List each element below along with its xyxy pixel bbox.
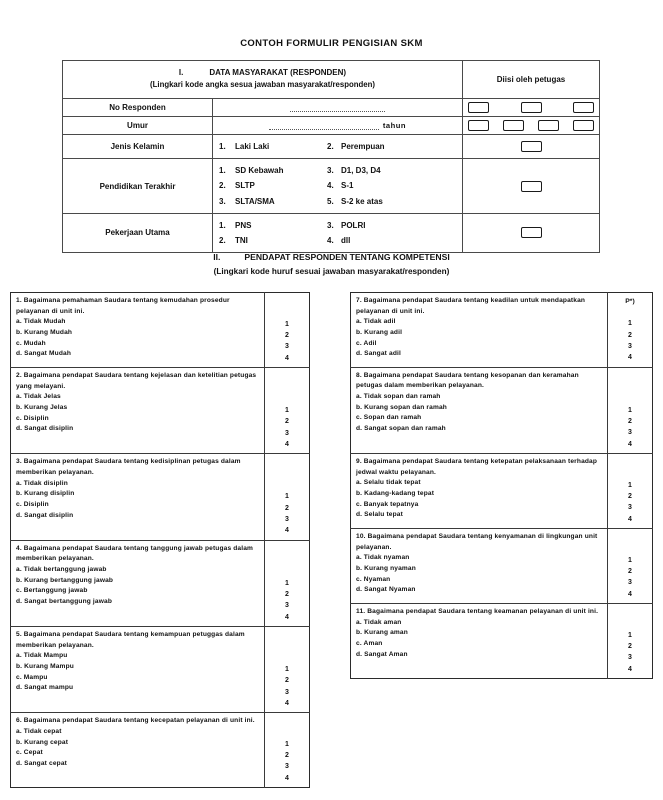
question-row bbox=[11, 454, 310, 540]
question-cell bbox=[11, 293, 265, 368]
score-value[interactable]: 4 bbox=[285, 774, 289, 782]
question-cell bbox=[351, 293, 608, 368]
question-stem: 3. Bagaimana pendapat Saudara tentang kedisiplinan petugas dalam memberikan pelayanan. bbox=[16, 458, 241, 476]
score-cell[interactable] bbox=[265, 713, 310, 788]
table-row bbox=[63, 117, 600, 135]
option-row bbox=[219, 163, 456, 178]
answer-option[interactable]: b. Kurang nyaman bbox=[356, 564, 416, 572]
score-value[interactable]: 3 bbox=[285, 343, 289, 351]
answer-option[interactable]: b. Kurang Mudah bbox=[16, 329, 73, 337]
score-value[interactable]: 1 bbox=[628, 481, 632, 489]
score-cell[interactable] bbox=[265, 540, 310, 626]
score-value[interactable]: 4 bbox=[628, 515, 632, 523]
score-value[interactable]: 2 bbox=[628, 492, 632, 500]
row-value-cell[interactable] bbox=[213, 99, 463, 117]
question-stem: 1. Bagaimana pemahaman Saudara tentang kemudahan prosedur pelayanan di unit ini. bbox=[16, 297, 230, 315]
officer-box-cell bbox=[463, 99, 600, 117]
section1-subtitle: (Lingkari kode angka sesua jawaban masyarakat/responden) bbox=[150, 80, 375, 90]
answer-option[interactable]: a. Tidak Mampu bbox=[16, 652, 68, 660]
checkbox-group bbox=[468, 141, 594, 152]
row-label: Pekerjaan Utama bbox=[63, 213, 213, 252]
row-label: Pendidikan Terakhir bbox=[63, 159, 213, 214]
row-label: Umur bbox=[63, 117, 213, 135]
question-cell bbox=[351, 603, 608, 678]
answer-option[interactable]: d. Sangat sopan dan ramah bbox=[356, 425, 446, 432]
score-value[interactable]: 3 bbox=[628, 579, 632, 587]
officer-box-cell bbox=[463, 135, 600, 159]
option-number: 1. bbox=[219, 166, 226, 176]
score-cell[interactable] bbox=[265, 293, 310, 368]
answer-option[interactable]: a. Tidak sopan dan ramah bbox=[356, 392, 441, 400]
option-number-2: 4. bbox=[327, 181, 334, 191]
answer-option[interactable]: d. Sangat mampu bbox=[16, 684, 74, 692]
score-value[interactable]: 2 bbox=[628, 567, 632, 575]
question-cell bbox=[11, 367, 265, 453]
score-value[interactable]: 2 bbox=[628, 642, 632, 650]
question-row bbox=[351, 528, 653, 603]
score-value[interactable]: 2 bbox=[285, 677, 289, 685]
question-row bbox=[11, 713, 310, 788]
answer-option[interactable]: d. Sangat adil bbox=[356, 350, 401, 358]
checkbox-field[interactable] bbox=[538, 120, 559, 131]
score-value[interactable]: 4 bbox=[628, 665, 632, 673]
answer-option[interactable]: b. Kurang aman bbox=[356, 629, 408, 637]
answer-option[interactable]: c. Bertanggung jawab bbox=[16, 587, 88, 595]
question-cell bbox=[11, 454, 265, 540]
question-row bbox=[11, 367, 310, 453]
score-value[interactable]: 3 bbox=[285, 763, 289, 771]
score-cell[interactable] bbox=[608, 603, 653, 678]
checkbox-group bbox=[468, 102, 594, 113]
answer-option[interactable]: b. Kadang-kadang tepat bbox=[356, 489, 435, 497]
section1-heading-cell bbox=[63, 61, 463, 99]
option-label-2[interactable]: Perempuan bbox=[341, 142, 385, 152]
score-value[interactable]: 3 bbox=[285, 515, 289, 523]
score-cell[interactable] bbox=[608, 367, 653, 453]
score-value[interactable]: 4 bbox=[285, 440, 289, 448]
page-title: CONTOH FORMULIR PENGISIAN SKM bbox=[240, 38, 423, 49]
option-number-2: 2. bbox=[327, 142, 334, 152]
answer-option[interactable]: b. Kurang adil bbox=[356, 329, 403, 337]
score-value[interactable]: 2 bbox=[285, 418, 289, 426]
score-value[interactable]: 1 bbox=[285, 665, 289, 673]
question-stem: 5. Bagaimana pendapat Saudara tentang kemampuan petuggas dalam memberikan pelayanan. bbox=[16, 630, 245, 649]
score-cell[interactable] bbox=[608, 528, 653, 603]
score-cell[interactable] bbox=[265, 367, 310, 453]
answer-option[interactable]: a. Tidak bertanggung jawab bbox=[16, 565, 107, 573]
question-row bbox=[11, 540, 310, 626]
officer-box-cell bbox=[463, 159, 600, 214]
answer-option[interactable]: d. Sangat Mudah bbox=[16, 350, 71, 358]
row-value-cell[interactable] bbox=[213, 159, 463, 214]
section1-title: DATA MASYARAKAT (RESPONDEN) bbox=[209, 68, 347, 77]
row-label: No Responden bbox=[63, 99, 213, 117]
question-row bbox=[351, 367, 653, 453]
officer-box-cell bbox=[463, 117, 600, 135]
question-stem: 4. Bagaimana pendapat Saudara tentang tanggung jawab petugas dalam memberikan pelayanan. bbox=[16, 544, 254, 563]
score-value[interactable]: 3 bbox=[285, 688, 289, 696]
option-row bbox=[219, 194, 456, 209]
question-row bbox=[351, 453, 653, 528]
option-row bbox=[219, 218, 456, 233]
answer-option[interactable]: d. Selalu tepat bbox=[356, 511, 403, 519]
questions-table-right bbox=[350, 292, 653, 679]
question-stem: 8. Bagaimana pendapat Saudara tentang kesopanan dan keramahan petugas dalam memberikan pelayanan. bbox=[356, 371, 579, 390]
score-value[interactable]: 4 bbox=[628, 354, 632, 362]
answer-option[interactable]: b. Kurang disiplin bbox=[16, 490, 75, 498]
table-row bbox=[63, 99, 600, 117]
option-label-2[interactable]: dll bbox=[341, 235, 351, 245]
question-stem: 6. Bagaimana pendapat Saudara tentang kecepatan pelayanan di unit ini. bbox=[16, 717, 255, 725]
question-cell bbox=[351, 367, 608, 453]
answer-option[interactable]: c. Disiplin bbox=[16, 500, 49, 508]
option-number: 2. bbox=[219, 235, 226, 245]
score-value[interactable]: 1 bbox=[285, 740, 289, 748]
option-number: 1. bbox=[219, 220, 226, 230]
answer-option[interactable]: d. Sangat disiplin bbox=[16, 425, 74, 433]
score-value[interactable]: 1 bbox=[285, 493, 289, 501]
question-row bbox=[11, 293, 310, 368]
score-value[interactable]: 3 bbox=[285, 429, 289, 437]
checkbox-field[interactable] bbox=[521, 227, 542, 238]
option-number-2: 3. bbox=[327, 166, 334, 176]
score-value[interactable]: 2 bbox=[285, 752, 289, 760]
row-value-cell[interactable] bbox=[213, 135, 463, 159]
score-value[interactable]: 1 bbox=[285, 406, 289, 414]
answer-option[interactable]: c. Banyak tepatnya bbox=[356, 500, 419, 508]
answer-option[interactable]: d. Sangat bertanggung jawab bbox=[16, 597, 113, 605]
section1-roman: I. bbox=[178, 68, 184, 77]
option-number: 1. bbox=[219, 142, 226, 152]
option-label[interactable]: TNI bbox=[235, 235, 248, 245]
row-label: Jenis Kelamin bbox=[63, 135, 213, 159]
answer-option[interactable]: a. Tidak aman bbox=[356, 618, 402, 626]
score-value[interactable]: 4 bbox=[628, 440, 632, 448]
score-value[interactable]: 1 bbox=[628, 320, 632, 328]
section2-roman: II. bbox=[213, 252, 221, 262]
score-value[interactable]: 2 bbox=[285, 504, 289, 512]
option-label[interactable]: SLTP bbox=[235, 181, 255, 191]
score-value[interactable]: 1 bbox=[628, 631, 632, 639]
score-value[interactable]: 3 bbox=[628, 504, 632, 512]
officer-box-cell bbox=[463, 213, 600, 252]
score-column-header: P*) bbox=[625, 298, 635, 305]
option-label[interactable]: SD Kebawah bbox=[235, 166, 284, 176]
score-value[interactable]: 4 bbox=[285, 527, 289, 535]
question-stem: 10. Bagaimana pendapat Saudara tentang kenyamanan di lingkungan unit pelayanan. bbox=[356, 532, 598, 551]
fill-in-line[interactable] bbox=[219, 121, 456, 130]
fill-in-line[interactable] bbox=[219, 103, 456, 112]
score-value[interactable]: 4 bbox=[285, 699, 289, 707]
answer-option[interactable]: a. Tidak disiplin bbox=[16, 479, 68, 487]
score-value[interactable]: 1 bbox=[285, 579, 289, 587]
answer-option[interactable]: b. Kurang Mampu bbox=[16, 662, 74, 670]
answer-option[interactable]: c. Nyaman bbox=[356, 575, 391, 583]
section2-subtitle: (Lingkari kode huruf sesuai jawaban masyarakat/responden) bbox=[213, 267, 450, 277]
option-label-2[interactable]: S-1 bbox=[341, 181, 354, 191]
option-number-2: 5. bbox=[327, 196, 334, 206]
score-value[interactable]: 1 bbox=[628, 556, 632, 564]
question-row bbox=[351, 603, 653, 678]
answer-option[interactable]: c. Mampu bbox=[16, 673, 48, 681]
checkbox-field[interactable] bbox=[468, 102, 489, 113]
unit-label: tahun bbox=[382, 121, 407, 131]
option-label-2[interactable]: D1, D3, D4 bbox=[341, 166, 381, 176]
table-row bbox=[63, 159, 600, 214]
option-row bbox=[219, 233, 456, 248]
dotted-rule bbox=[290, 104, 385, 112]
checkbox-field[interactable] bbox=[521, 181, 542, 192]
question-cell bbox=[11, 626, 265, 712]
questions-table-left bbox=[10, 292, 310, 788]
dotted-rule bbox=[269, 122, 379, 130]
section2-heading bbox=[0, 250, 663, 279]
officer-column-header: Diisi oleh petugas bbox=[463, 61, 600, 99]
question-row bbox=[11, 626, 310, 712]
score-value[interactable]: 2 bbox=[628, 331, 632, 339]
question-stem: 9. Bagaimana pendapat Saudara tentang ketepatan pelaksanaan terhadap jedwal waktu pelayanan. bbox=[356, 457, 598, 476]
respondent-data-table bbox=[62, 60, 600, 253]
answer-option[interactable]: a. Tidak cepat bbox=[16, 727, 62, 735]
answer-option[interactable]: d. Sangat disiplin bbox=[16, 511, 74, 519]
answer-option[interactable]: c. Mudah bbox=[16, 339, 46, 347]
answer-option[interactable]: d. Sangat Aman bbox=[356, 650, 408, 658]
question-row bbox=[351, 293, 653, 368]
checkbox-group bbox=[468, 181, 594, 192]
question-cell bbox=[11, 713, 265, 788]
question-cell bbox=[351, 453, 608, 528]
option-number: 3. bbox=[219, 196, 226, 206]
score-value[interactable]: 2 bbox=[285, 590, 289, 598]
answer-option[interactable]: a. Tidak Mudah bbox=[16, 318, 66, 326]
checkbox-field[interactable] bbox=[503, 120, 524, 131]
score-value[interactable]: 4 bbox=[285, 354, 289, 362]
answer-option[interactable]: a. Selalu tidak tepat bbox=[356, 479, 421, 487]
answer-option[interactable]: b. Kurang Jelas bbox=[16, 403, 68, 411]
checkbox-group bbox=[468, 227, 594, 238]
option-label[interactable]: PNS bbox=[235, 220, 252, 230]
option-row bbox=[219, 139, 456, 154]
question-stem: 7. Bagaimana pendapat Saudara tentang keadilan untuk mendapatkan pelayanan di unit ini. bbox=[356, 297, 586, 315]
option-row bbox=[219, 178, 456, 193]
score-value[interactable]: 3 bbox=[285, 602, 289, 610]
table-row bbox=[63, 213, 600, 252]
answer-option[interactable]: c. Aman bbox=[356, 639, 383, 647]
score-value[interactable]: 3 bbox=[628, 654, 632, 662]
score-value[interactable]: 1 bbox=[285, 320, 289, 328]
option-number: 2. bbox=[219, 181, 226, 191]
checkbox-field[interactable] bbox=[521, 141, 542, 152]
row-value-cell[interactable] bbox=[213, 117, 463, 135]
answer-option[interactable]: a. Tidak nyaman bbox=[356, 554, 410, 562]
row-value-cell[interactable] bbox=[213, 213, 463, 252]
score-cell[interactable] bbox=[265, 454, 310, 540]
answer-option[interactable]: a. Tidak Jelas bbox=[16, 393, 61, 401]
option-number-2: 3. bbox=[327, 220, 334, 230]
question-stem: 2. Bagaimana pendapat Saudara tentang kejelasan dan ketelitian petugas yang melayani. bbox=[16, 371, 257, 390]
score-value[interactable]: 2 bbox=[628, 417, 632, 425]
score-cell[interactable] bbox=[608, 293, 653, 368]
question-cell bbox=[351, 528, 608, 603]
checkbox-field[interactable] bbox=[521, 102, 542, 113]
checkbox-field[interactable] bbox=[573, 120, 594, 131]
checkbox-group bbox=[468, 120, 594, 131]
score-value[interactable]: 2 bbox=[285, 331, 289, 339]
score-value[interactable]: 3 bbox=[628, 429, 632, 437]
question-cell bbox=[11, 540, 265, 626]
answer-option[interactable]: b. Kurang bertanggung jawab bbox=[16, 576, 114, 584]
checkbox-field[interactable] bbox=[468, 120, 489, 131]
option-label[interactable]: Laki Laki bbox=[235, 142, 270, 152]
checkbox-field[interactable] bbox=[573, 102, 594, 113]
answer-option[interactable]: d. Sangat Nyaman bbox=[356, 586, 416, 594]
answer-option[interactable]: d. Sangat cepat bbox=[16, 759, 67, 767]
answer-option[interactable]: c. Sopan dan ramah bbox=[356, 414, 422, 422]
score-cell[interactable] bbox=[608, 453, 653, 528]
score-value[interactable]: 4 bbox=[285, 613, 289, 621]
option-label-2[interactable]: S-2 ke atas bbox=[341, 196, 383, 206]
answer-option[interactable]: c. Adil bbox=[356, 339, 377, 347]
answer-option[interactable]: b. Kurang sopan dan ramah bbox=[356, 403, 447, 411]
answer-option[interactable]: c. Cepat bbox=[16, 749, 43, 757]
score-value[interactable]: 1 bbox=[628, 406, 632, 414]
section1-header-row bbox=[63, 61, 600, 99]
option-number-2: 4. bbox=[327, 235, 334, 245]
table-row bbox=[63, 135, 600, 159]
score-value[interactable]: 3 bbox=[628, 342, 632, 350]
question-stem: 11. Bagaimana pendapat Saudara tentang keamanan pelayanan di unit ini. bbox=[356, 607, 599, 615]
score-cell[interactable] bbox=[265, 626, 310, 712]
answer-option[interactable]: a. Tidak adil bbox=[356, 318, 396, 326]
option-label-2[interactable]: POLRI bbox=[341, 220, 366, 230]
score-value[interactable]: 4 bbox=[628, 590, 632, 598]
option-label[interactable]: SLTA/SMA bbox=[235, 196, 275, 206]
answer-option[interactable]: c. Disiplin bbox=[16, 414, 49, 422]
answer-option[interactable]: b. Kurang cepat bbox=[16, 738, 69, 746]
section2-title: PENDAPAT RESPONDEN TENTANG KOMPETENSI bbox=[244, 252, 450, 262]
